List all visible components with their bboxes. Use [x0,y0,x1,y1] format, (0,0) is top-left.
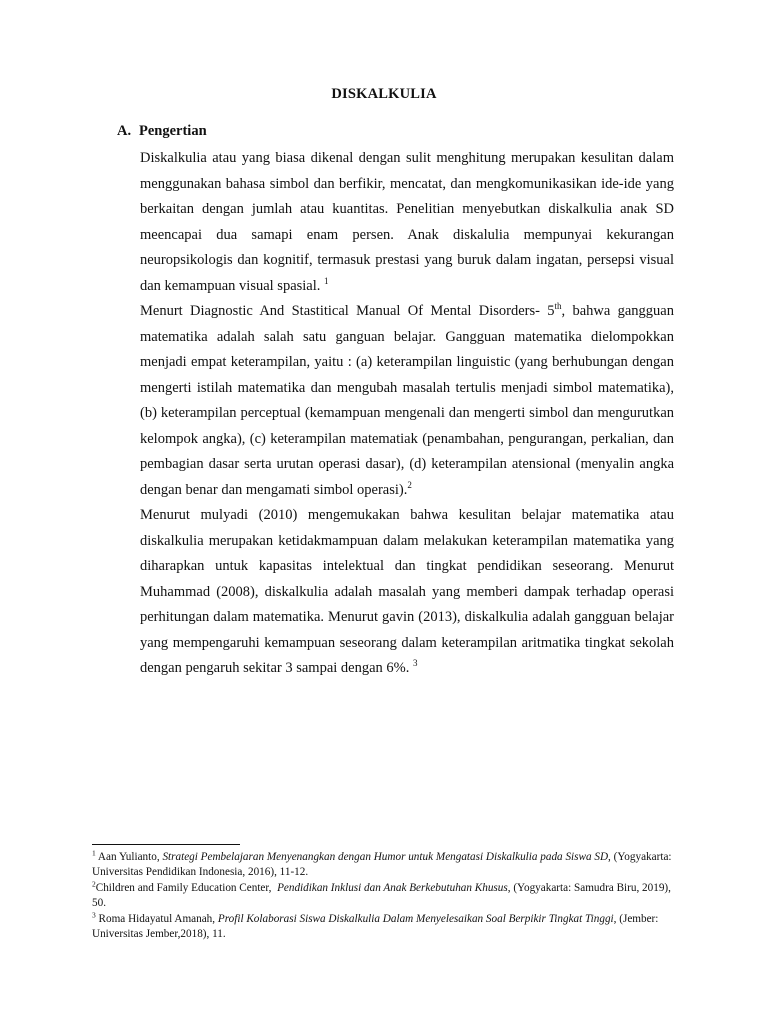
document-title: DISKALKULIA [331,86,437,102]
footnote-rest: , (Yogyakarta: Universitas Pendidikan Indonesia, 2016), 11-12. [92,851,672,878]
body-text [140,146,674,682]
footnote-ref-3[interactable]: 3 [413,658,418,669]
footnote-rest: , (Jember: Universitas Jember,2018), 11. [92,913,659,940]
footnote-ref-1[interactable]: 1 [324,275,329,286]
footnote-ref-2[interactable]: 2 [407,479,412,490]
paragraph-text: Menurt Diagnostic And Stastitical Manual Of Mental Disorders- 5 [140,303,555,319]
footnote-2 [92,881,678,911]
footnote-title: Strategi Pembelajaran Menyenangkan dengan Humor untuk Mengatasi Diskalkulia pada Siswa SD [162,851,609,863]
paragraph-2 [140,299,674,503]
footnote-title: Profil Kolaborasi Siswa Diskalkulia Dalam Menyelesaikan Soal Berpikir Tingkat Tinggi [217,913,614,925]
paragraph-text: Diskalkulia atau yang biasa dikenal dengan sulit menghitung merupakan kesulitan dalam menggunakan bahasa simbol dan berfikir, mencatat, dan mengkomunikasikan ide-ide yang berkaitan dengan jumlah atau kuantitas. Penelitian menyebutkan diskalkulia anak SD meencapai dua samapi enam persen. Anak diskalulia mempunyai kekurangan neuropsikologis dan kognitif, termasuk prestasi yang buruk dalam ingatan, persepsi visual dan kemampuan visual spasial. [140,150,674,294]
section-heading [117,123,207,140]
footnote-1 [92,850,678,880]
footnote-rest: , (Yogyakarta: Samudra Biru, 2019), 50. [92,882,671,909]
ordinal-superscript: th [554,301,562,312]
section-title: Pengertian [139,123,207,139]
footnote-3 [92,912,678,942]
section-number: A. [117,123,132,139]
paragraph-text: , bahwa gangguan matematika adalah salah satu ganguan belajar. Gangguan matematika dielompokkan menjadi empat keterampilan, yaitu : (a) keterampilan linguistic (yang berhubungan dengan mengerti istilah matematika dan mengubah masalah tertulis menjadi simbol matematika), (b) keterampilan perceptual (kemampuan mengenali dan mengerti simbol dan mengurutkan kelompok angka), (c) keterampilan matematiak (penambahan, pengurangan, perkalian, dan pembagian dasar serta urutan operasi dasar), (d) keterampilan atensional (menyalin angka dengan benar dan mengamati simbol operasi). [140,303,674,498]
paragraph-text: Menurut mulyadi (2010) mengemukakan bahwa kesulitan belajar matematika atau diskalkulia merupakan ketidakmampuan dalam melakukan keterampilan matematika yang diharapkan untuk kapasitas intelektual dan tingkat pendidikan seseorang. Menurut Muhammad (2008), diskalkulia adalah masalah yang memberi dampak terhadap operasi perhitungan dalam matematika. Menurut gavin (2013), diskalkulia adalah gangguan belajar yang mempengaruhi kemampuan seseorang dalam keterampilan aritmatika tingkat sekolah dengan pengaruh sekitar 3 sampai dengan 6%. [140,507,674,676]
footnote-number: 1 [92,848,96,858]
footnote-separator [92,844,240,845]
footnote-title: Pendidikan Inklusi dan Anak Berkebutuhan Khusus [277,882,508,894]
paragraph-3 [140,503,674,682]
footnote-author: Children and Family Education Center, [95,882,275,894]
footnote-number: 2 [92,879,96,889]
footnote-author: Aan Yulianto, [95,851,163,863]
footnote-number: 3 [92,910,96,920]
paragraph-1 [140,146,674,299]
footnotes [92,844,678,943]
footnote-author: Roma Hidayatul Amanah, [95,913,218,925]
